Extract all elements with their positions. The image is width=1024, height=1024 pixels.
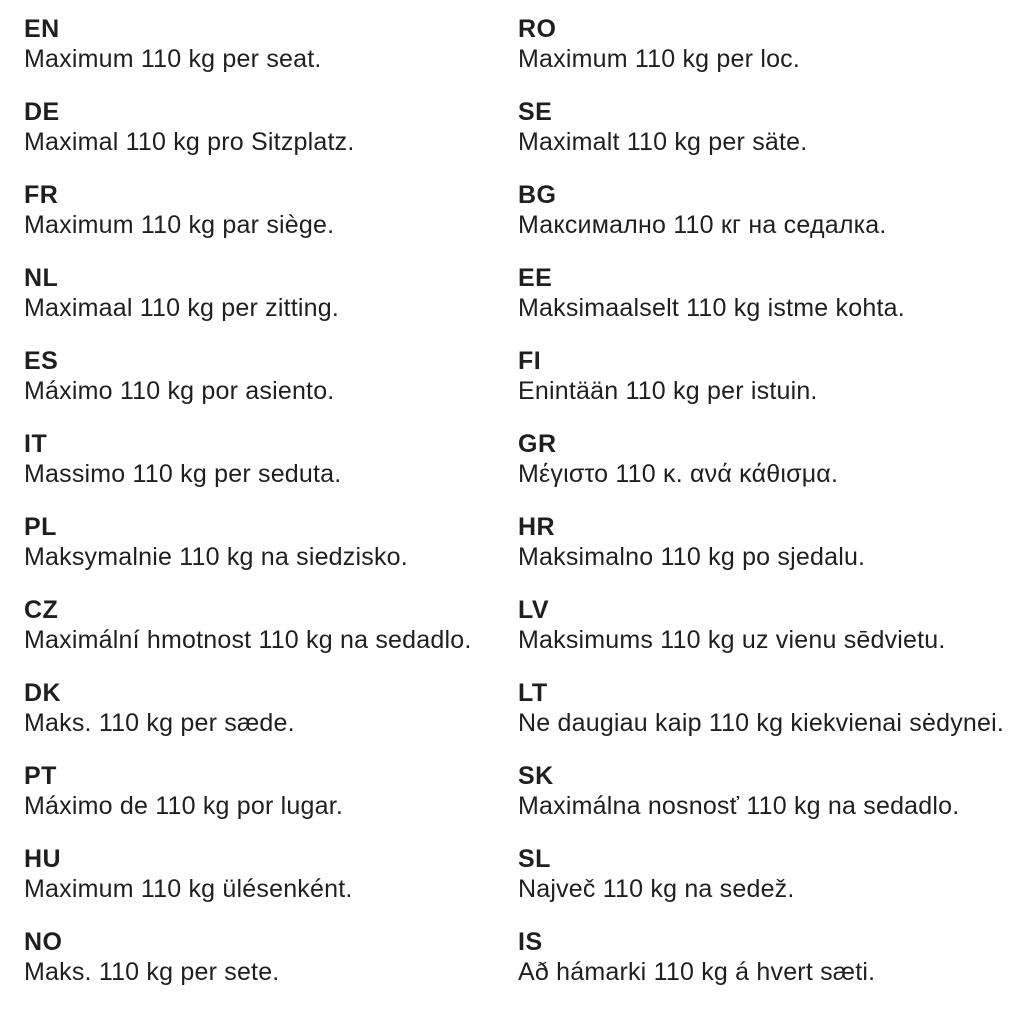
- language-code-bg: BG: [518, 181, 557, 209]
- entry-nl: [24, 263, 518, 323]
- translation-gr: Μέγιστο 110 κ. ανά κάθισμα.: [518, 460, 839, 488]
- translation-hu: Maximum 110 kg ülésenként.: [24, 875, 353, 903]
- language-code-lt: LT: [518, 679, 548, 707]
- translation-es: Máximo 110 kg por asiento.: [24, 377, 335, 405]
- language-code-se: SE: [518, 98, 553, 126]
- entry-gr: [518, 429, 1016, 489]
- language-code-fi: FI: [518, 347, 542, 375]
- translation-ro: Maximum 110 kg per loc.: [518, 45, 801, 73]
- translation-pt: Máximo de 110 kg por lugar.: [24, 792, 343, 820]
- entry-fr: [24, 180, 518, 240]
- translation-lv: Maksimums 110 kg uz vienu sēdvietu.: [518, 626, 946, 654]
- translation-sk: Maximálna nosnosť 110 kg na sedadlo.: [518, 792, 960, 820]
- entry-ro: [518, 14, 1016, 74]
- translation-en: Maximum 110 kg per seat.: [24, 45, 322, 73]
- language-code-is: IS: [518, 928, 543, 956]
- translation-hr: Maksimalno 110 kg po sjedalu.: [518, 543, 866, 571]
- entry-sk: [518, 761, 1016, 821]
- language-code-dk: DK: [24, 679, 62, 707]
- entry-se: [518, 97, 1016, 157]
- translation-no: Maks. 110 kg per sete.: [24, 958, 280, 986]
- entry-hr: [518, 512, 1016, 572]
- translation-dk: Maks. 110 kg per sæde.: [24, 709, 295, 737]
- language-code-lv: LV: [518, 596, 550, 624]
- entry-lt: [518, 678, 1016, 738]
- entry-lv: [518, 595, 1016, 655]
- translation-sl: Največ 110 kg na sedež.: [518, 875, 795, 903]
- language-code-no: NO: [24, 928, 63, 956]
- right-column: [518, 14, 1024, 1010]
- language-code-ro: RO: [518, 15, 557, 43]
- language-code-pl: PL: [24, 513, 57, 541]
- entry-ee: [518, 263, 1016, 323]
- language-code-it: IT: [24, 430, 48, 458]
- language-code-de: DE: [24, 98, 60, 126]
- translation-nl: Maximaal 110 kg per zitting.: [24, 294, 339, 322]
- entry-is: [518, 927, 1016, 987]
- entry-sl: [518, 844, 1016, 904]
- language-code-cz: CZ: [24, 596, 59, 624]
- language-code-es: ES: [24, 347, 59, 375]
- language-code-ee: EE: [518, 264, 553, 292]
- translation-fr: Maximum 110 kg par siège.: [24, 211, 335, 239]
- language-code-nl: NL: [24, 264, 59, 292]
- entry-es: [24, 346, 518, 406]
- entry-it: [24, 429, 518, 489]
- language-code-sk: SK: [518, 762, 554, 790]
- entry-dk: [24, 678, 518, 738]
- translation-ee: Maksimaalselt 110 kg istme kohta.: [518, 294, 905, 322]
- translation-se: Maximalt 110 kg per säte.: [518, 128, 808, 156]
- entry-de: [24, 97, 518, 157]
- language-code-pt: PT: [24, 762, 57, 790]
- translation-fi: Enintään 110 kg per istuin.: [518, 377, 818, 405]
- entry-pt: [24, 761, 518, 821]
- translation-it: Massimo 110 kg per seduta.: [24, 460, 342, 488]
- translation-bg: Максимално 110 кг на седалка.: [518, 211, 887, 239]
- entry-bg: [518, 180, 1016, 240]
- language-code-en: EN: [24, 15, 60, 43]
- entry-fi: [518, 346, 1016, 406]
- translation-pl: Maksymalnie 110 kg na siedzisko.: [24, 543, 408, 571]
- language-code-sl: SL: [518, 845, 551, 873]
- language-code-gr: GR: [518, 430, 557, 458]
- language-code-fr: FR: [24, 181, 59, 209]
- translation-de: Maximal 110 kg pro Sitzplatz.: [24, 128, 355, 156]
- entry-no: [24, 927, 518, 987]
- translation-is: Að hámarki 110 kg á hvert sæti.: [518, 958, 876, 986]
- translation-lt: Ne daugiau kaip 110 kg kiekvienai sėdynei.: [518, 709, 1005, 737]
- left-column: [24, 14, 518, 1010]
- entry-en: [24, 14, 518, 74]
- entry-cz: [24, 595, 518, 655]
- translation-cz: Maximální hmotnost 110 kg na sedadlo.: [24, 626, 472, 654]
- language-code-hu: HU: [24, 845, 62, 873]
- entry-pl: [24, 512, 518, 572]
- entry-hu: [24, 844, 518, 904]
- language-code-hr: HR: [518, 513, 556, 541]
